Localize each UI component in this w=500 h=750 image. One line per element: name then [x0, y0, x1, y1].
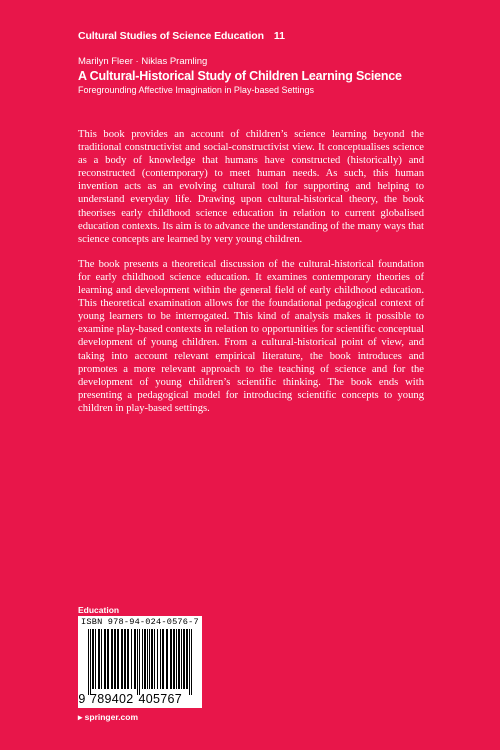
cover-header	[78, 30, 478, 95]
website-label: springer.com	[84, 712, 139, 722]
barcode-bar	[176, 629, 177, 689]
barcode-bar	[142, 629, 143, 689]
barcode-bar	[186, 629, 188, 689]
barcode-bar	[157, 629, 158, 689]
book-subtitle: Foregrounding Affective Imagination in Play-based Settings	[78, 85, 314, 95]
subject-category: Education	[78, 605, 120, 615]
barcode-bar	[183, 629, 185, 689]
book-description	[78, 128, 424, 427]
barcode-digits-group-2: 405767	[138, 692, 183, 706]
barcode-bar	[131, 629, 132, 689]
barcode-bar	[104, 629, 106, 689]
description-paragraph-2: The book presents a theoretical discussion of the cultural-historical foundation for early childhood science education. It examines contemporary theories of learning and development within the general field of early childhood education. This theoretical examination allows for the foundational pedagogical context of young learners to be interrogated. This kind of analysis makes it possible to examine play-based contexts in relation to opportunities for scientific conceptual development of young children. From a cultural-historical point of view, and taking into account relevant empirical literature, the book introduces and promotes a more relevant approach to the teaching of science and for the development of young children’s scientific thinking. The book ends with presenting a pedagogical model for introducing scientific concepts to young children in play-based settings.	[78, 258, 424, 414]
barcode-bar	[149, 629, 150, 689]
barcode-bar	[95, 629, 96, 689]
barcode-bar	[147, 629, 148, 689]
barcode-bar	[181, 629, 182, 689]
barcode-bar	[162, 629, 164, 689]
barcode-bar	[178, 629, 180, 689]
series-name: Cultural Studies of Science Education	[78, 30, 264, 42]
barcode-bar	[98, 629, 100, 689]
barcode-bar	[121, 629, 123, 689]
barcode-bar	[92, 629, 94, 689]
description-paragraph-1: This book provides an account of children’s science learning beyond the traditional constructivist and social-constructivist view. It conceptualises science as a body of knowledge that humans have constructed (historically) and reconstructed (contemporary) to meet human needs. As such, this human invention acts as an evolving cultural tool for supporting and helping to understand everyday life. Drawing upon cultural-historical theory, the book theorises early childhood science education in relation to current globalised education contexts. Its aim is to advance the understanding of the many ways that science concepts are learned by very young children.	[78, 129, 424, 245]
publisher-website	[78, 712, 138, 723]
barcode-bar	[134, 629, 136, 689]
authors: Marilyn Fleer · Niklas Pramling	[78, 56, 208, 67]
barcode-bar	[124, 629, 126, 689]
barcode-bar	[151, 629, 153, 689]
barcode-digits-group-1: 789402	[90, 692, 134, 706]
barcode-bar	[107, 629, 109, 689]
barcode-bar	[189, 629, 190, 695]
barcode-bar	[160, 629, 161, 689]
arrow-icon: ▸	[78, 712, 83, 722]
barcode-bar	[139, 629, 140, 695]
barcode-bar	[154, 629, 155, 689]
barcode-bar	[144, 629, 146, 689]
barcode-bar	[127, 629, 129, 689]
barcode-bar	[170, 629, 172, 689]
barcode-bar	[191, 629, 192, 695]
barcode-bar	[101, 629, 102, 689]
barcode-bar	[114, 629, 116, 689]
isbn-barcode	[78, 616, 202, 708]
barcode-bar	[117, 629, 119, 689]
series-number: 11	[273, 30, 285, 42]
book-title: A Cultural-Historical Study of Children Learning Science	[78, 69, 402, 83]
isbn-label: ISBN 978-94-024-0576-7	[81, 617, 199, 627]
barcode-bar	[88, 629, 89, 695]
series-line	[78, 30, 478, 42]
barcode-bar	[111, 629, 113, 689]
barcode-lead-digit: 9	[78, 692, 86, 706]
barcode-bar	[173, 629, 175, 689]
barcode-number	[78, 692, 202, 706]
barcode-bar	[90, 629, 91, 695]
barcode-bar	[166, 629, 168, 689]
barcode-bars	[86, 629, 196, 695]
barcode-bar	[137, 629, 138, 695]
